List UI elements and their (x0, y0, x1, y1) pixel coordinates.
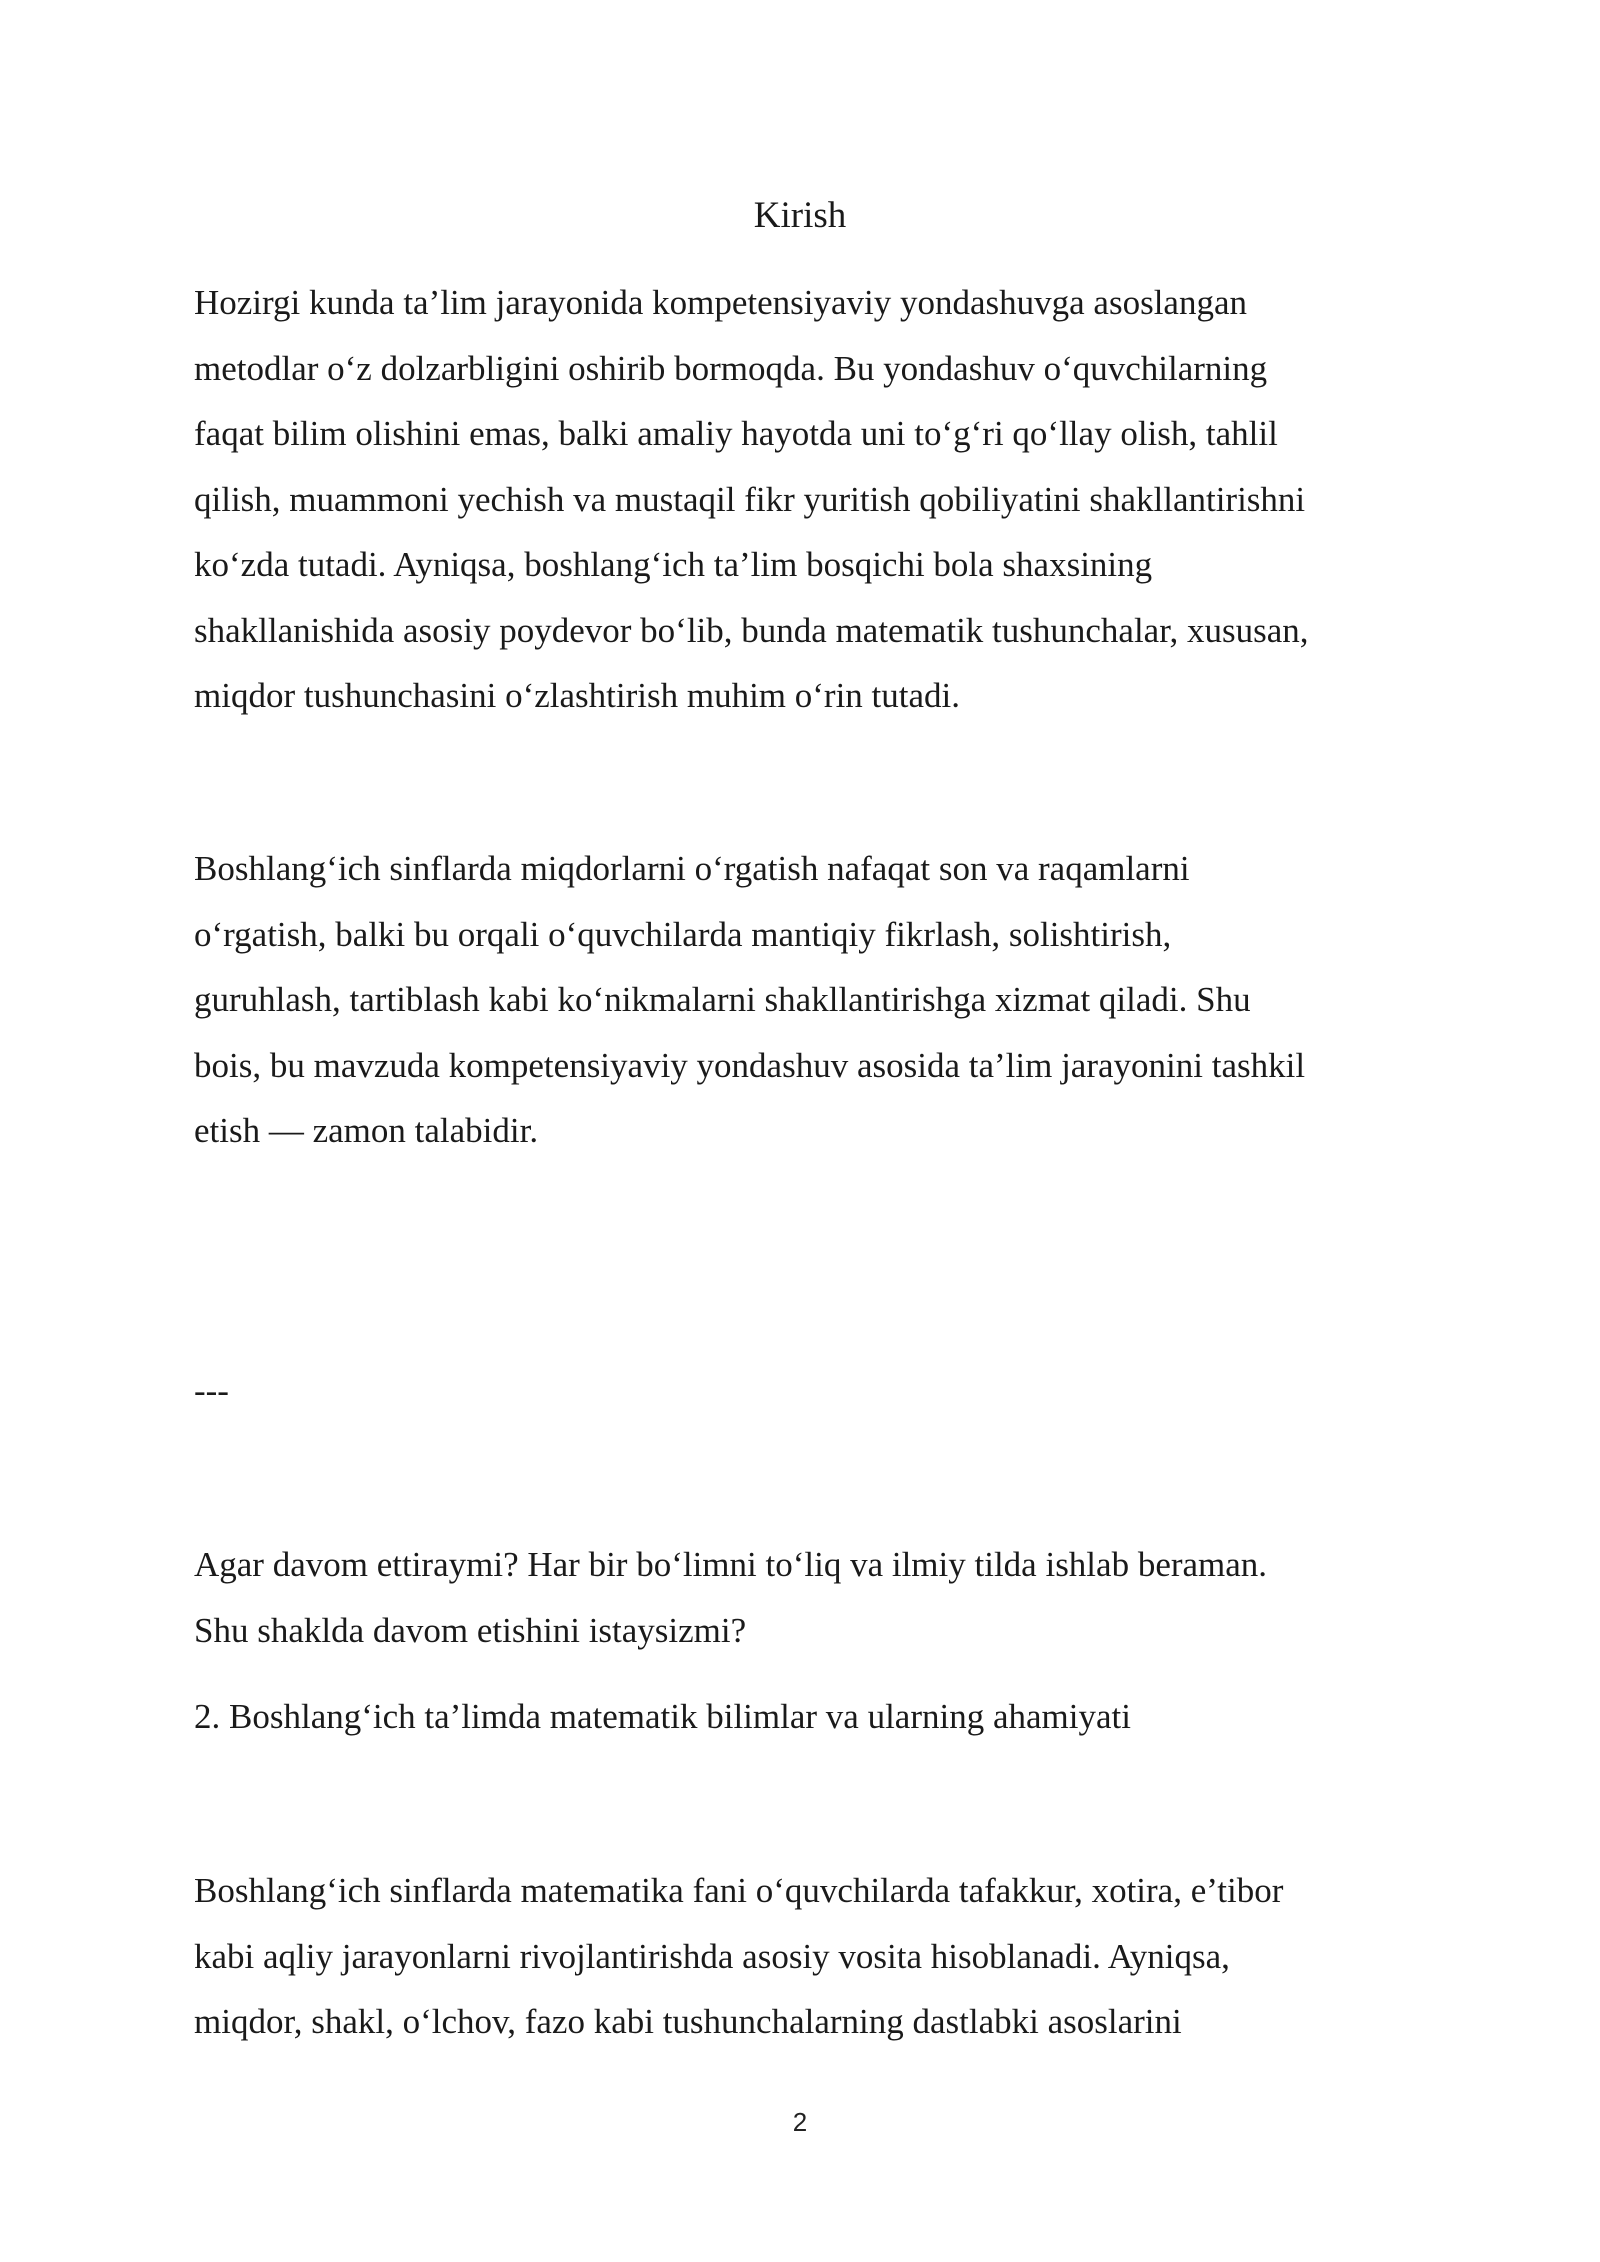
text-line: metodlar o‘z dolzarbligini oshirib bormoqda. Bu yondashuv o‘quvchilarning (194, 348, 1268, 388)
text-line: Boshlang‘ich sinflarda matematika fani o‘quvchilarda tafakkur, xotira, e’tibor (194, 1871, 1284, 1910)
text-line: bois, bu mavzuda kompetensiyaviy yondashuv asosida ta’lim jarayonini tashkil (194, 1045, 1306, 1085)
paragraph-second (194, 836, 1424, 1164)
paragraph-fourth (194, 1858, 1424, 2055)
text-line: etish — zamon talabidir. (194, 1111, 539, 1150)
text-line: shakllanishida asosiy poydevor bo‘lib, bunda matematik tushunchalar, xususan, (194, 610, 1309, 650)
text-line: faqat bilim olishini emas, balki amaliy hayotda uni to‘g‘ri qo‘llay olish, tahlil (194, 414, 1278, 453)
paragraph-question (194, 1532, 1424, 1663)
text-line: o‘rgatish, balki bu orqali o‘quvchilarda mantiqiy fikrlash, solishtirish, (194, 914, 1172, 954)
page-number: 2 (792, 2107, 808, 2137)
text-line: miqdor, shakl, o‘lchov, fazo kabi tushunchalarning dastlabki asoslarini (194, 2002, 1182, 2041)
section-heading-2 (194, 1684, 1424, 1750)
text-line: Agar davom ettiraymi? Har bir bo‘limni to‘liq va ilmiy tilda ishlab beraman. (194, 1545, 1268, 1584)
separator-text (194, 1358, 1424, 1424)
section-title: Kirish (753, 195, 847, 236)
text-line: Boshlang‘ich sinflarda miqdorlarni o‘rgatish nafaqat son va raqamlarni (194, 849, 1190, 888)
text-line: Hozirgi kunda ta’lim jarayonida kompetensiyaviy yondashuvga asoslangan (194, 283, 1247, 322)
heading-text: 2. Boshlang‘ich ta’limda matematik bilimlar va ularning ahamiyati (194, 1697, 1131, 1736)
text-line: miqdor tushunchasini o‘zlashtirish muhim o‘rin tutadi. (194, 676, 961, 715)
text-line: kabi aqliy jarayonlarni rivojlantirishda asosiy vosita hisoblanadi. Ayniqsa, (194, 1936, 1230, 1976)
paragraph-introduction (194, 270, 1424, 729)
text-line: ko‘zda tutadi. Ayniqsa, boshlang‘ich ta’lim bosqichi bola shaxsining (194, 545, 1153, 584)
text-line: Shu shaklda davom etishini istaysizmi? (194, 1610, 747, 1650)
text-line: qilish, muammoni yechish va mustaqil fikr yuritish qobiliyatini shakllantirishni (194, 479, 1306, 519)
separator-line: --- (194, 1371, 229, 1410)
text-line: guruhlash, tartiblash kabi ko‘nikmalarni shakllantirishga xizmat qiladi. Shu (194, 980, 1251, 1019)
